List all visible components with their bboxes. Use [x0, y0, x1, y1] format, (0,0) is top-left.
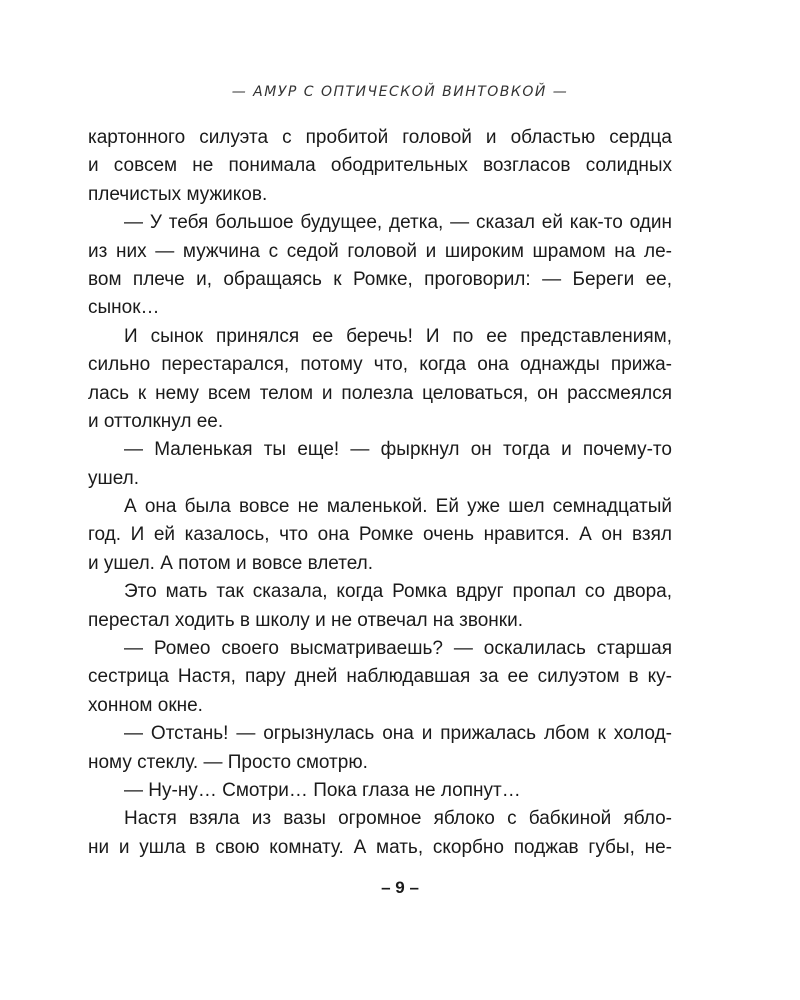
text-line: Это мать так сказала, когда Ромка вдруг пропал со двора, [124, 581, 672, 603]
text-line: картонного силуэта с пробитой головой и областью сердца [88, 127, 672, 148]
text-line: лась к нему всем телом и полезла целоваться, он рассмеялся [88, 382, 672, 404]
text-line: — Отстань! — огрызнулась она и прижалась лбом к холод- [124, 723, 672, 745]
text-line: сестрица Настя, пару дней наблюдавшая за ее силуэтом в ку- [88, 666, 672, 688]
text-line: ушел. [88, 467, 140, 489]
text-line: сильно перестарался, потому что, когда она однажды прижа- [88, 354, 672, 376]
text-line: и совсем не понимала ободрительных возгласов солидных [88, 155, 672, 177]
text-line: Настя взяла из вазы огромное яблоко с бабкиной ябло- [124, 808, 672, 830]
text-line: перестал ходить в школу и не отвечал на звонки. [88, 609, 524, 631]
page-number: – 9 – [381, 878, 419, 897]
text-line: И сынок принялся ее беречь! И по ее представлениям, [124, 325, 672, 347]
text-line: — Ромео своего высматриваешь? — оскалилась старшая [124, 638, 672, 660]
text-line: из них — мужчина с седой головой и широким шрамом на ле- [88, 240, 672, 262]
running-header: — АМУР С ОПТИЧЕСКОЙ ВИНТОВКОЙ — [231, 84, 569, 100]
text-line: и оттолкнул ее. [88, 410, 224, 432]
text-line: — Маленькая ты еще! — фыркнул он тогда и почему-то [124, 439, 672, 461]
text-line: год. И ей казалось, что она Ромке очень нравится. А он взял [88, 524, 672, 546]
text-line: плечистых мужиков. [88, 183, 268, 205]
text-line: сынок… [88, 297, 160, 319]
text-line: — Ну-ну… Смотри… Пока глаза не лопнут… [124, 779, 521, 801]
text-line: ному стеклу. — Просто смотрю. [88, 751, 368, 773]
text-line: А она была вовсе не маленькой. Ей уже шел семнадцатый [124, 496, 672, 518]
text-line: — У тебя большое будущее, детка, — сказал ей как-то один [124, 212, 672, 234]
text-line: вом плече и, обращаясь к Ромке, проговорил: — Береги ее, [88, 268, 672, 290]
text-line: ни и ушла в свою комнату. А мать, скорбно поджав губы, не- [88, 836, 672, 858]
text-line: хонном окне. [88, 694, 203, 716]
text-line: и ушел. А потом и вовсе влетел. [88, 552, 374, 574]
page-text-body [88, 124, 672, 862]
